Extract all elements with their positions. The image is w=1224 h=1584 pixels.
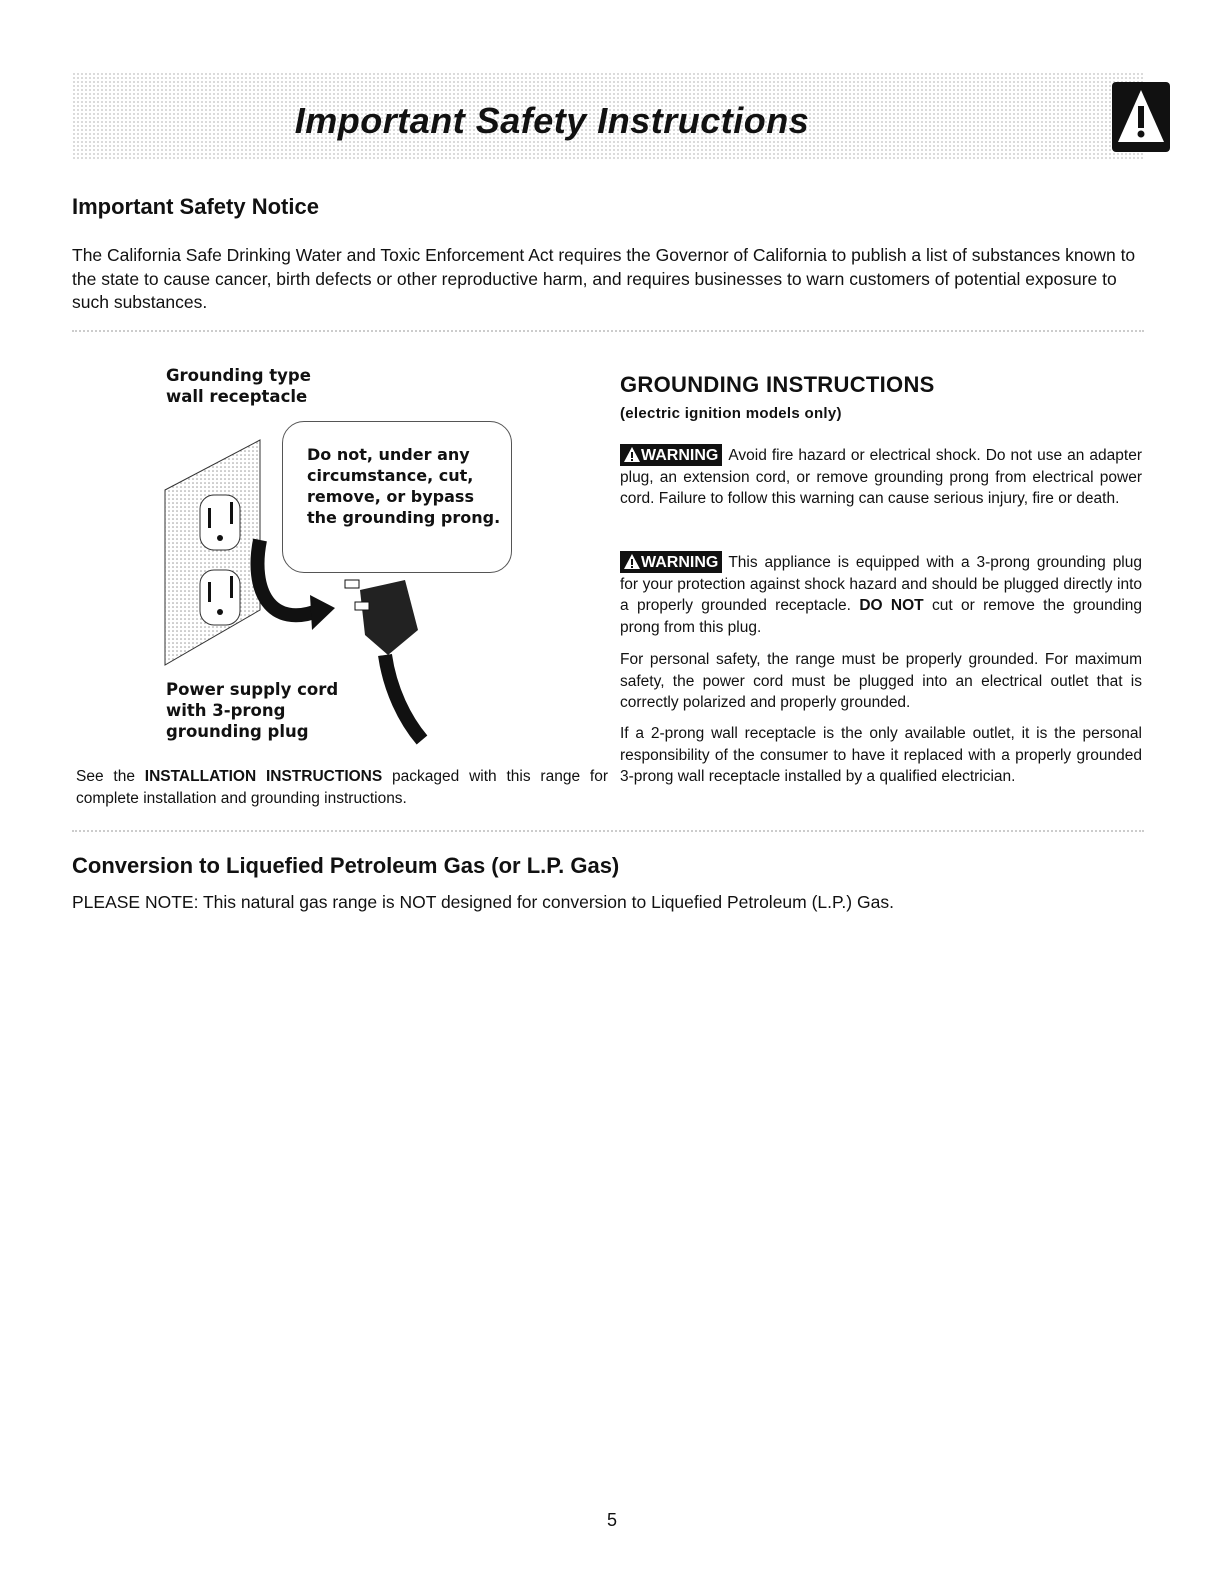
- note-bold: INSTALLATION INSTRUCTIONS: [144, 768, 383, 785]
- callout-text: Do not, under any circumstance, cut, remove, or bypass the grounding prong.: [307, 445, 501, 527]
- warning-label: WARNING: [641, 447, 719, 464]
- note-text: packaged with this range for complete installation and grounding instructions.: [76, 768, 608, 807]
- title-banner: [72, 72, 1144, 160]
- warning-triangle-icon: [624, 447, 640, 462]
- warning-1: [620, 444, 1142, 510]
- receptacle-label: [166, 365, 311, 407]
- page-number: 5: [606, 1510, 617, 1530]
- warning-triangle-icon: [624, 554, 640, 569]
- warning-text: Avoid fire hazard or electrical shock. Do not use an adapter plug, an extension cord, or remove grounding prong from electrical power cord. Failure to follow this warning can cause serious injury, fire or death.: [620, 447, 1142, 507]
- warning-badge: [620, 444, 722, 466]
- plug-label: [166, 679, 338, 742]
- notice-body: The California Safe Drinking Water and Toxic Enforcement Act requires the Governor of California to publish a list of substances known to the state to cause cancer, birth defects or other reproductive harm, and requires businesses to warn customers of potential exposure to such substances.: [72, 245, 1136, 312]
- notice-heading: Important Safety Notice: [72, 194, 319, 219]
- grounding-para-1: For personal safety, the range must be properly grounded. For maximum safety, the power cord must be plugged into an electrical outlet that is correctly polarized and properly grounded.: [620, 651, 1142, 711]
- divider: [72, 330, 1144, 332]
- page-title: Important Safety Instructions: [294, 100, 810, 141]
- grounding-para-2: If a 2-prong wall receptacle is the only available outlet, it is the personal responsibility of the consumer to have it replaced with a properly grounded 3-prong wall receptacle installed by a qualified electrician.: [620, 725, 1142, 785]
- callout-box: [282, 421, 512, 573]
- label-line: Power supply cord: [166, 680, 339, 699]
- warning-bold: DO NOT: [859, 597, 924, 614]
- note-text: See the: [76, 768, 145, 785]
- conversion-heading: Conversion to Liquefied Petroleum Gas (or L.P. Gas): [72, 853, 620, 878]
- warning-text: cut or remove the grounding prong from this plug.: [620, 597, 1142, 636]
- divider: [72, 830, 1144, 832]
- conversion-body: PLEASE NOTE: This natural gas range is NOT designed for conversion to Liquefied Petroleum (L.P.) Gas.: [72, 892, 894, 912]
- warning-badge: [620, 551, 722, 573]
- warning-text: This appliance is equipped with a 3-prong grounding plug for your protection against shock hazard and should be plugged directly into a properly grounded receptacle.: [620, 554, 1142, 614]
- label-line: Grounding type: [166, 366, 311, 385]
- label-line: wall receptacle: [166, 387, 308, 406]
- warning-label: WARNING: [641, 554, 719, 571]
- label-line: grounding plug: [166, 722, 309, 741]
- grounding-heading: GROUNDING INSTRUCTIONS: [620, 372, 935, 397]
- label-line: with 3-prong: [166, 701, 286, 720]
- warning-2: [620, 551, 1142, 638]
- warning-triangle-icon: [1112, 82, 1170, 152]
- grounding-subheading: (electric ignition models only): [620, 405, 842, 422]
- installation-note: [76, 766, 608, 809]
